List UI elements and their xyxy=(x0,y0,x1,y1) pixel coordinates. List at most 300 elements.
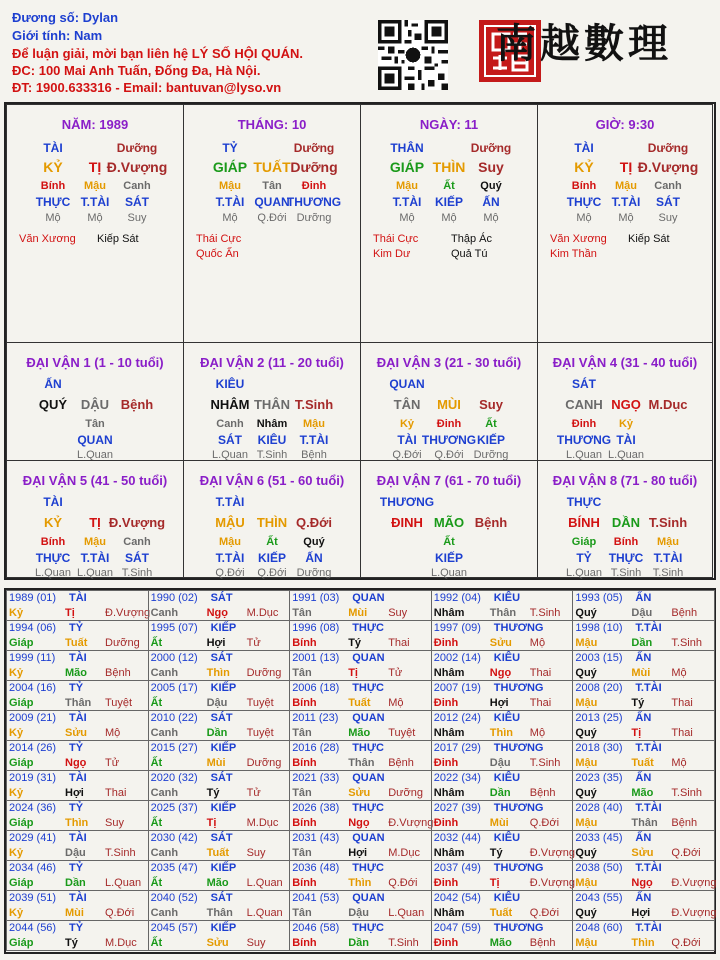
year-star: QUAN xyxy=(352,652,385,664)
dai-van-r2-item: KỶ xyxy=(43,515,63,530)
year-cell xyxy=(6,890,149,921)
year-label: 1994 (06) xyxy=(9,622,57,634)
year-stem: Đinh xyxy=(433,757,459,769)
dai-van-r5-item: Q.Đới xyxy=(215,567,245,579)
year-star: QUAN xyxy=(352,832,385,844)
year-cell xyxy=(148,920,291,951)
year-star: SÁT xyxy=(210,592,233,604)
year-cell xyxy=(148,590,291,621)
year-star: THỰC xyxy=(352,922,384,934)
year-star: ẤN xyxy=(635,652,652,664)
year-branch: Thân xyxy=(206,907,233,919)
year-phase: Thai xyxy=(671,697,693,709)
year-star: THỰC xyxy=(352,622,384,634)
year-branch: Tị xyxy=(631,727,642,739)
dai-van-r3-item: Giáp xyxy=(571,536,597,548)
year-phase: Tuyệt xyxy=(246,697,274,709)
year-stem: Kỷ xyxy=(9,727,24,739)
dai-van-star: ẤN xyxy=(44,377,62,391)
dai-van-title: ĐẠI VẬN 7 (61 - 70 tuổi) xyxy=(376,473,522,488)
year-cell xyxy=(431,680,574,711)
year-phase: L.Quan xyxy=(246,907,283,919)
year-phase: Mộ xyxy=(105,727,121,739)
dai-van-r4-item: SÁT xyxy=(125,551,149,565)
year-label: 2028 (40) xyxy=(575,802,623,814)
year-star: ẤN xyxy=(635,712,652,724)
year-label: 2005 (17) xyxy=(150,682,198,694)
year-branch: Dần xyxy=(489,787,511,799)
year-stem: Bính xyxy=(292,817,317,829)
dai-van-r2-item: NHÂM xyxy=(210,397,250,412)
year-stem: Ất xyxy=(150,937,163,949)
year-label: 2041 (53) xyxy=(292,892,340,904)
year-phase: Tuyệt xyxy=(105,697,133,709)
pillar-r3-item: Mậu xyxy=(219,180,241,192)
dai-van-title: ĐẠI VẬN 3 (21 - 30 tuổi) xyxy=(376,355,522,370)
year-cell xyxy=(6,830,149,861)
dai-van-star: T.TÀI xyxy=(215,495,245,509)
year-stem: Đinh xyxy=(433,637,459,649)
year-star: KIÊU xyxy=(493,772,521,784)
dai-van-r2-item: THÌN xyxy=(256,515,288,530)
year-label: 2020 (32) xyxy=(150,772,198,784)
year-branch: Dậu xyxy=(631,607,653,619)
year-stem: Giáp xyxy=(9,877,34,889)
year-stem: Nhâm xyxy=(433,607,465,619)
year-phase: Thai xyxy=(388,637,410,649)
year-phase: Mộ xyxy=(529,637,546,649)
year-star: TÀI xyxy=(69,832,87,844)
pillar-r2-item: TỊ xyxy=(619,159,633,175)
dai-van-star: THƯƠNG xyxy=(379,495,435,509)
dai-van-r3-item: Canh xyxy=(123,536,151,548)
year-star: TÀI xyxy=(69,652,87,664)
year-cell xyxy=(6,650,149,681)
dai-van-r5-item: Q.Đới xyxy=(434,449,464,461)
dai-van-r3-item: Mậu xyxy=(657,536,679,548)
year-phase: Mộ xyxy=(529,727,546,739)
pillar-r5-item: Q.Đới xyxy=(257,212,287,224)
dai-van-r4-item: THỰC xyxy=(608,551,644,565)
dai-van-r5-item: Dưỡng xyxy=(296,567,332,579)
year-branch: Tuất xyxy=(489,907,513,919)
year-branch: Mão xyxy=(65,667,87,679)
year-branch: Tị xyxy=(348,667,358,679)
year-stem: Nhâm xyxy=(433,907,465,919)
year-phase: T.Sinh xyxy=(671,637,702,649)
year-phase: L.Quan xyxy=(105,877,142,889)
year-phase: Bệnh xyxy=(671,607,698,619)
year-cell xyxy=(572,620,715,651)
year-cell xyxy=(289,920,432,951)
year-phase: Tử xyxy=(246,787,261,799)
year-cell xyxy=(572,740,715,771)
year-stem: Kỷ xyxy=(9,847,24,859)
year-label: 1998 (10) xyxy=(575,622,623,634)
year-phase: Q.Đới xyxy=(388,877,418,889)
pillar-r3-item: Mậu xyxy=(396,180,418,192)
year-phase: T.Sinh xyxy=(388,937,419,949)
phone-email: ĐT: 1900.633316 - Email: bantuvan@lyso.vn xyxy=(12,80,282,95)
year-phase: Suy xyxy=(246,847,266,859)
year-star: THỰC xyxy=(352,862,384,874)
year-branch: Mão xyxy=(489,937,512,949)
year-phase: Dưỡng xyxy=(246,757,282,769)
dai-van-r5-item: Q.Đới xyxy=(392,449,422,461)
year-cell xyxy=(148,740,291,771)
year-cell xyxy=(148,830,291,861)
dai-van-r4-item: SÁT xyxy=(218,433,242,447)
year-stem: Quý xyxy=(575,667,597,679)
year-branch: Tý xyxy=(206,787,220,799)
year-branch: Ngọ xyxy=(631,877,653,889)
year-stem: Đinh xyxy=(433,817,459,829)
yearly-table xyxy=(4,588,716,954)
pillar-title: NĂM: 1989 xyxy=(61,117,129,132)
year-cell xyxy=(148,860,291,891)
year-branch: Sửu xyxy=(631,847,654,859)
pillar-r3-item: Bính xyxy=(571,180,597,192)
year-cell xyxy=(6,680,149,711)
year-label: 2021 (33) xyxy=(292,772,340,784)
year-label: 2047 (59) xyxy=(433,922,481,934)
year-star: TỶ xyxy=(69,862,84,874)
dai-van-star: QUAN xyxy=(389,377,425,391)
pillar-r2-item: TỊ xyxy=(88,159,102,175)
dai-van-r4-item: T.TÀI xyxy=(215,551,245,565)
year-stem: Nhâm xyxy=(433,667,465,679)
year-star: KIẾP xyxy=(210,622,237,634)
year-stem: Canh xyxy=(150,787,179,799)
year-label: 2032 (44) xyxy=(433,832,481,844)
pillar-0 xyxy=(6,104,184,343)
year-stem: Giáp xyxy=(9,817,34,829)
year-branch: Dần xyxy=(65,877,86,889)
year-phase: Thai xyxy=(105,787,127,799)
dai-van-r2-item: Đ.Vượng xyxy=(108,515,166,530)
year-branch: Tị xyxy=(65,607,75,619)
year-branch: Thìn xyxy=(348,877,372,889)
year-stem: Kỷ xyxy=(9,607,24,619)
dai-van-r5-item: L.Quan xyxy=(565,567,603,579)
year-star: ẤN xyxy=(635,592,652,604)
year-star: KIẾP xyxy=(210,922,237,934)
year-star: KIÊU xyxy=(493,592,521,604)
dai-van-4 xyxy=(537,342,713,461)
dai-van-star: KIÊU xyxy=(215,377,245,391)
year-phase: Q.Đới xyxy=(529,907,560,919)
year-phase: Q.Đới xyxy=(529,817,560,829)
dai-van-r3-item: Mậu xyxy=(303,418,325,430)
year-cell xyxy=(431,830,574,861)
year-star: TỶ xyxy=(69,622,84,634)
pillar-star: Quả Tú xyxy=(451,248,488,260)
year-stem: Tân xyxy=(292,727,312,739)
dai-van-3 xyxy=(360,342,538,461)
year-branch: Mão xyxy=(348,727,371,739)
pillar-r2-item: Đ.Vượng xyxy=(106,159,168,175)
year-cell xyxy=(148,680,291,711)
year-branch: Tị xyxy=(206,817,217,829)
pillar-star: Kim Thần xyxy=(550,248,597,260)
year-label: 2046 (58) xyxy=(292,922,340,934)
year-label: 2003 (15) xyxy=(575,652,623,664)
pillar-r1-item: THÂN xyxy=(390,141,424,155)
pillar-r2-item: KỶ xyxy=(43,159,63,175)
year-phase: Dưỡng xyxy=(388,787,423,799)
year-star: TÀI xyxy=(69,772,87,784)
year-label: 2012 (24) xyxy=(433,712,481,724)
year-star: KIÊU xyxy=(493,712,521,724)
year-star: TÀI xyxy=(69,592,87,604)
year-phase: M.Dục xyxy=(246,817,279,829)
year-phase: Dưỡng xyxy=(246,667,282,679)
dai-van-r3-item: Ất xyxy=(266,536,278,548)
year-branch: Dần xyxy=(348,937,369,949)
year-label: 2008 (20) xyxy=(575,682,623,694)
pillar-r4-item: QUAN xyxy=(254,195,290,209)
pillar-r5-item: Dưỡng xyxy=(296,212,332,224)
year-cell xyxy=(289,770,432,801)
year-branch: Thìn xyxy=(65,817,89,829)
year-label: 2019 (31) xyxy=(9,772,57,784)
pillar-r2-item: THÌN xyxy=(432,159,466,175)
year-star: T.TÀI xyxy=(635,622,662,634)
dai-van-r5-item: L.Quan xyxy=(607,449,645,461)
dai-van-star: THỰC xyxy=(566,495,602,509)
year-star: T.TÀI xyxy=(635,802,662,814)
year-phase: Bệnh xyxy=(671,817,698,829)
year-phase: Bệnh xyxy=(105,667,131,679)
year-star: KIÊU xyxy=(493,832,521,844)
year-label: 1991 (03) xyxy=(292,592,340,604)
year-label: 2009 (21) xyxy=(9,712,57,724)
year-cell xyxy=(572,830,715,861)
year-star: KIẾP xyxy=(210,742,237,754)
year-label: 2017 (29) xyxy=(433,742,481,754)
year-phase: Thai xyxy=(529,697,552,709)
year-phase: L.Quan xyxy=(388,907,425,919)
year-cell xyxy=(289,710,432,741)
year-cell xyxy=(572,680,715,711)
pillar-r4-item: THỰC xyxy=(566,195,602,209)
year-star: TÀI xyxy=(69,712,87,724)
year-stem: Kỷ xyxy=(9,787,24,799)
year-stem: Mậu xyxy=(575,757,598,769)
year-label: 2000 (12) xyxy=(150,652,198,664)
dai-van-r5-item: L.Quan xyxy=(76,567,114,579)
year-star: TÀI xyxy=(69,892,87,904)
dai-van-r3-item: Ất xyxy=(443,536,455,548)
year-stem: Canh xyxy=(150,907,179,919)
year-cell xyxy=(572,710,715,741)
year-phase: Bệnh xyxy=(529,787,556,799)
year-cell xyxy=(148,620,291,651)
year-star: T.TÀI xyxy=(635,682,662,694)
dai-van-title: ĐẠI VẬN 1 (1 - 10 tuổi) xyxy=(26,355,164,370)
year-phase: Dưỡng xyxy=(105,637,140,649)
year-phase: T.Sinh xyxy=(529,757,561,769)
dai-van-r2-item: Q.Đới xyxy=(296,515,332,530)
dai-van-r3-item: Quý xyxy=(303,536,325,548)
year-cell xyxy=(6,620,149,651)
dai-van-r5-item: T.Sinh xyxy=(652,567,684,579)
year-star: QUAN xyxy=(352,772,385,784)
dai-van-5 xyxy=(6,460,184,578)
dai-van-r4-item: T.TÀI xyxy=(299,433,329,447)
contact-note: Để luận giải, mời bạn liên hệ LÝ SỐ HỘI QUÁN. xyxy=(12,46,303,61)
year-star: T.TÀI xyxy=(635,862,662,874)
pillar-r3-item: Canh xyxy=(123,180,151,192)
year-cell xyxy=(148,710,291,741)
year-label: 2023 (35) xyxy=(575,772,623,784)
year-star: SÁT xyxy=(210,712,233,724)
year-label: 1993 (05) xyxy=(575,592,623,604)
year-star: ẤN xyxy=(635,832,652,844)
year-label: 2040 (52) xyxy=(150,892,198,904)
year-stem: Nhâm xyxy=(433,727,465,739)
year-stem: Bính xyxy=(292,937,317,949)
year-phase: T.Sinh xyxy=(105,847,136,859)
year-star: KIÊU xyxy=(493,892,521,904)
dai-van-r2-item: THÂN xyxy=(253,397,291,412)
dai-van-r4-item: TÀI xyxy=(397,433,417,447)
dai-van-r2-item: Suy xyxy=(479,397,503,412)
year-phase: T.Sinh xyxy=(671,787,702,799)
year-star: T.TÀI xyxy=(635,922,662,934)
year-branch: Mùi xyxy=(206,757,226,769)
year-stem: Ất xyxy=(150,817,163,829)
year-cell xyxy=(572,920,715,951)
dai-van-r5-item: T.Sinh xyxy=(610,567,642,579)
year-phase: L.Quan xyxy=(246,877,283,889)
pillar-r4-item: THƯƠNG xyxy=(286,195,342,209)
year-star: QUAN xyxy=(352,892,385,904)
year-cell xyxy=(431,770,574,801)
year-cell xyxy=(148,770,291,801)
dai-van-r5-item: L.Quan xyxy=(76,449,114,461)
year-stem: Kỷ xyxy=(9,907,24,919)
year-stem: Tân xyxy=(292,667,312,679)
pillar-r3-item: Đinh xyxy=(301,180,327,192)
year-star: QUAN xyxy=(352,712,385,724)
year-cell xyxy=(289,590,432,621)
dai-van-r4-item: T.TÀI xyxy=(80,551,110,565)
year-stem: Quý xyxy=(575,727,597,739)
year-cell xyxy=(572,890,715,921)
dai-van-r3-item: Tân xyxy=(85,418,105,430)
year-star: THƯƠNG xyxy=(493,682,544,694)
year-star: THỰC xyxy=(352,742,384,754)
year-phase: Tử xyxy=(246,637,261,649)
pillar-r3-item: Mậu xyxy=(84,180,106,192)
year-branch: Dần xyxy=(631,637,653,649)
year-branch: Tý xyxy=(348,637,362,649)
pillar-r5-item: Mộ xyxy=(45,212,61,224)
pillar-star: Quốc Ấn xyxy=(196,248,239,260)
dai-van-r4-item: KIẾP xyxy=(434,551,463,565)
pillar-r3-item: Quý xyxy=(480,180,502,192)
year-star: QUAN xyxy=(352,592,385,604)
year-branch: Mão xyxy=(631,787,654,799)
pillar-r3-item: Tân xyxy=(262,180,282,192)
year-cell xyxy=(431,710,574,741)
year-stem: Giáp xyxy=(9,757,34,769)
year-label: 2048 (60) xyxy=(575,922,623,934)
year-branch: Ngọ xyxy=(489,667,512,679)
pillar-r2-item: Suy xyxy=(478,159,504,175)
year-stem: Mậu xyxy=(575,817,598,829)
pillar-r1-item: Dưỡng xyxy=(116,141,158,155)
year-stem: Quý xyxy=(575,607,597,619)
year-branch: Mùi xyxy=(65,907,84,919)
dai-van-r5-item: T.Sinh xyxy=(121,567,153,579)
year-stem: Mậu xyxy=(575,877,598,889)
year-stem: Canh xyxy=(150,847,179,859)
dai-van-r4-item: KIẾP xyxy=(257,551,286,565)
dai-van-r4-item: THƯƠNG xyxy=(421,433,477,447)
year-star: THƯƠNG xyxy=(493,862,544,874)
dai-van-r5-item: L.Quan xyxy=(211,449,249,461)
year-stem: Canh xyxy=(150,607,179,619)
year-phase: Suy xyxy=(105,817,124,829)
pillar-title: GIỜ: 9:30 xyxy=(595,117,655,132)
pillar-3 xyxy=(537,104,713,343)
year-branch: Tý xyxy=(65,937,78,949)
year-label: 2043 (55) xyxy=(575,892,623,904)
year-phase: Thai xyxy=(529,667,552,679)
year-star: THƯƠNG xyxy=(493,742,544,754)
header xyxy=(0,0,720,100)
year-cell xyxy=(289,620,432,651)
year-stem: Đinh xyxy=(433,877,459,889)
year-stem: Mậu xyxy=(575,697,598,709)
dai-van-title: ĐẠI VẬN 5 (41 - 50 tuổi) xyxy=(22,473,168,488)
year-phase: Mộ xyxy=(671,757,687,769)
dai-van-star: SÁT xyxy=(572,377,596,391)
pillar-1 xyxy=(183,104,361,343)
year-phase: Đ.Vượng xyxy=(529,847,575,859)
dai-van-r4-item: TÀI xyxy=(616,433,636,447)
year-label: 1997 (09) xyxy=(433,622,481,634)
year-phase: Suy xyxy=(246,937,266,949)
dai-van-r2-item: Bệnh xyxy=(120,397,154,412)
year-label: 2007 (19) xyxy=(433,682,481,694)
dai-van-r4-item: KIẾP xyxy=(476,433,505,447)
gender: Giới tính: Nam xyxy=(12,28,103,43)
year-cell xyxy=(148,800,291,831)
dai-van-r3-item: Mậu xyxy=(219,536,241,548)
dai-van-r3-item: Canh xyxy=(216,418,244,430)
year-cell xyxy=(289,740,432,771)
year-label: 2018 (30) xyxy=(575,742,623,754)
year-branch: Sửu xyxy=(489,637,512,649)
year-stem: Giáp xyxy=(9,637,34,649)
pillar-r2-item: KỶ xyxy=(574,159,594,175)
year-star: KIÊU xyxy=(493,652,521,664)
pillar-r4-item: THỰC xyxy=(35,195,71,209)
year-cell xyxy=(6,920,149,951)
dai-van-r2-item: M.Dục xyxy=(648,397,688,412)
year-phase: Đ.Vượng xyxy=(671,907,717,919)
pillar-r1-item: TÀI xyxy=(43,141,63,155)
year-phase: Tử xyxy=(388,667,403,679)
year-branch: Thân xyxy=(348,757,375,769)
year-label: 1989 (01) xyxy=(9,592,57,604)
year-label: 1999 (11) xyxy=(9,652,56,664)
pillar-r5-item: Mộ xyxy=(618,212,634,224)
year-stem: Đinh xyxy=(433,937,459,949)
